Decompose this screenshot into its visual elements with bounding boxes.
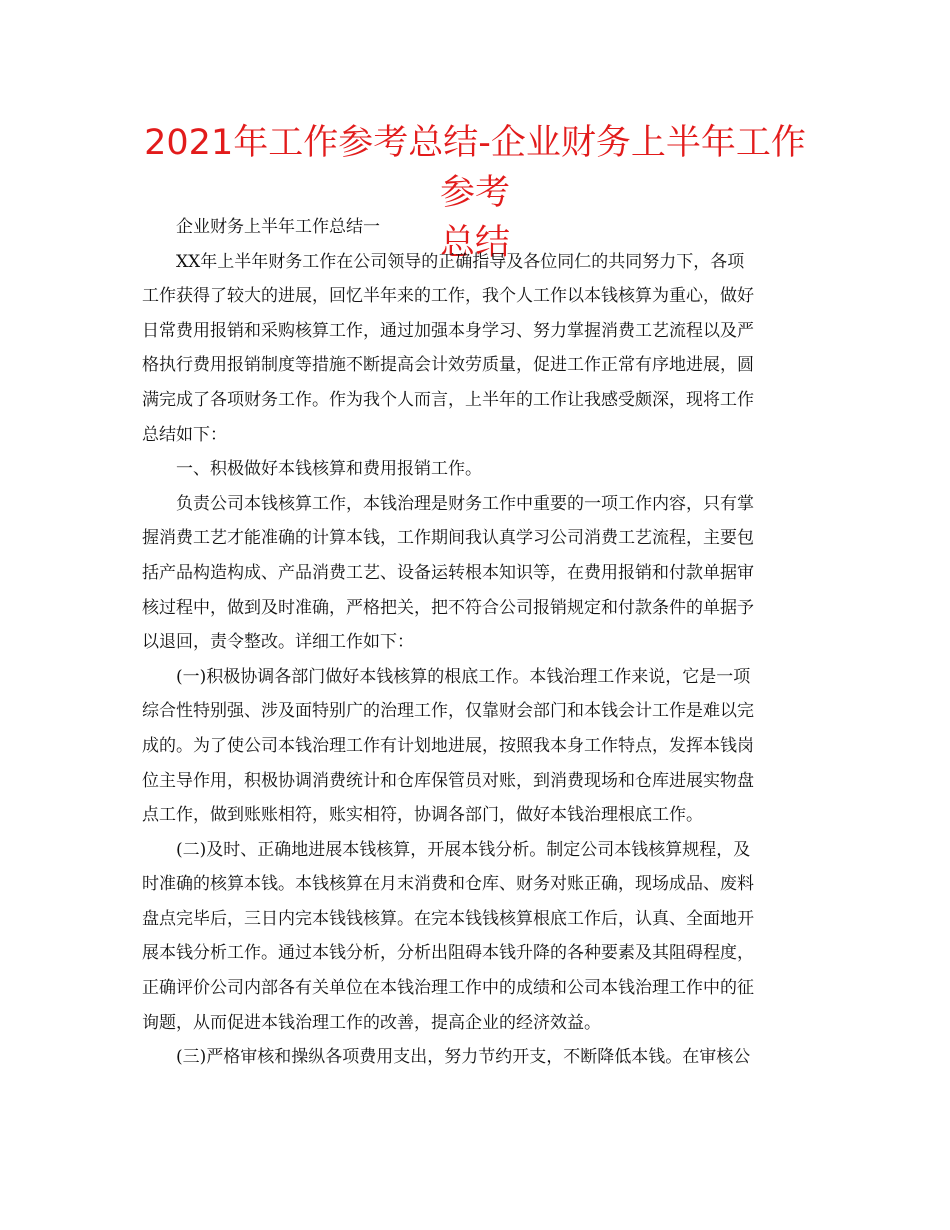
body-text-line: XX年上半年财务工作在公司领导的正确指导及各位同仁的共同努力下，各项 [176,251,745,272]
body-text-line: 工作获得了较大的进展，回忆半年来的工作，我个人工作以本钱核算为重心，做好 [142,286,754,307]
body-text-line: 成的。为了使公司本钱治理工作有计划地进展，按照我本身工作特点，发挥本钱岗 [142,735,754,756]
body-text-line: 总结如下： [142,424,227,445]
body-text-line: 满完成了各项财务工作。作为我个人而言，上半年的工作让我感受颇深，现将工作 [142,389,754,410]
title-line-2: 总结 [439,223,510,263]
body-text-line: 日常费用报销和采购核算工作，通过加强本身学习、努力掌握消费工艺流程以及严 [142,320,754,341]
title-line-1: 2021年工作参考总结-企业财务上半年工作参考 [144,123,806,213]
body-text-line: (一)积极协调各部门做好本钱核算的根底工作。本钱治理工作来说，它是一项 [176,666,751,687]
body-text-line: (二)及时、正确地进展本钱核算，开展本钱分析。制定公司本钱核算规程，及 [176,839,751,860]
body-text-line: 企业财务上半年工作总结一 [176,217,380,237]
body-text-line: 展本钱分析工作。通过本钱分析，分析出阻碍本钱升降的各种要素及其阻碍程度， [142,943,754,964]
body-text-line: 以退回，责令整改。详细工作如下： [142,632,414,653]
body-text-line: 正确评价公司内部各有关单位在本钱治理工作中的成绩和公司本钱治理工作中的征 [142,978,754,999]
body-text-line: 握消费工艺才能准确的计算本钱，工作期间我认真学习公司消费工艺流程，主要包 [142,528,754,549]
body-text-line: 括产品构造构成、产品消费工艺、设备运转根本知识等，在费用报销和付款单据审 [142,562,754,583]
body-text-line: 格执行费用报销制度等措施不断提高会计效劳质量，促进工作正常有序地进展，圆 [142,355,754,376]
body-text-line: 位主导作用，积极协调消费统计和仓库保管员对账，到消费现场和仓库进展实物盘 [142,770,754,791]
document-body [142,210,810,1075]
body-text-line: 一、积极做好本钱核算和费用报销工作。 [176,459,482,480]
body-text-line: 询题，从而促进本钱治理工作的改善，提高企业的经济效益。 [142,1012,601,1033]
body-text-line: (三)严格审核和操纵各项费用支出，努力节约开支，不断降低本钱。在审核公 [176,1047,751,1068]
body-text-line: 点工作，做到账账相符，账实相符，协调各部门，做好本钱治理根底工作。 [142,805,703,826]
body-text-line: 盘点完毕后，三日内完本钱钱核算。在完本钱钱核算根底工作后，认真、全面地开 [142,908,754,929]
body-text-line: 核过程中，做到及时准确，严格把关，把不符合公司报销规定和付款条件的单据予 [142,597,754,618]
body-text-line: 时准确的核算本钱。本钱核算在月末消费和仓库、财务对账正确，现场成品、废料 [142,874,754,895]
body-text-line: 综合性特别强、涉及面特别广的治理工作，仅靠财会部门和本钱会计工作是难以完 [142,701,754,722]
body-text-line: 负责公司本钱核算工作，本钱治理是财务工作中重要的一项工作内容，只有掌 [176,493,754,514]
